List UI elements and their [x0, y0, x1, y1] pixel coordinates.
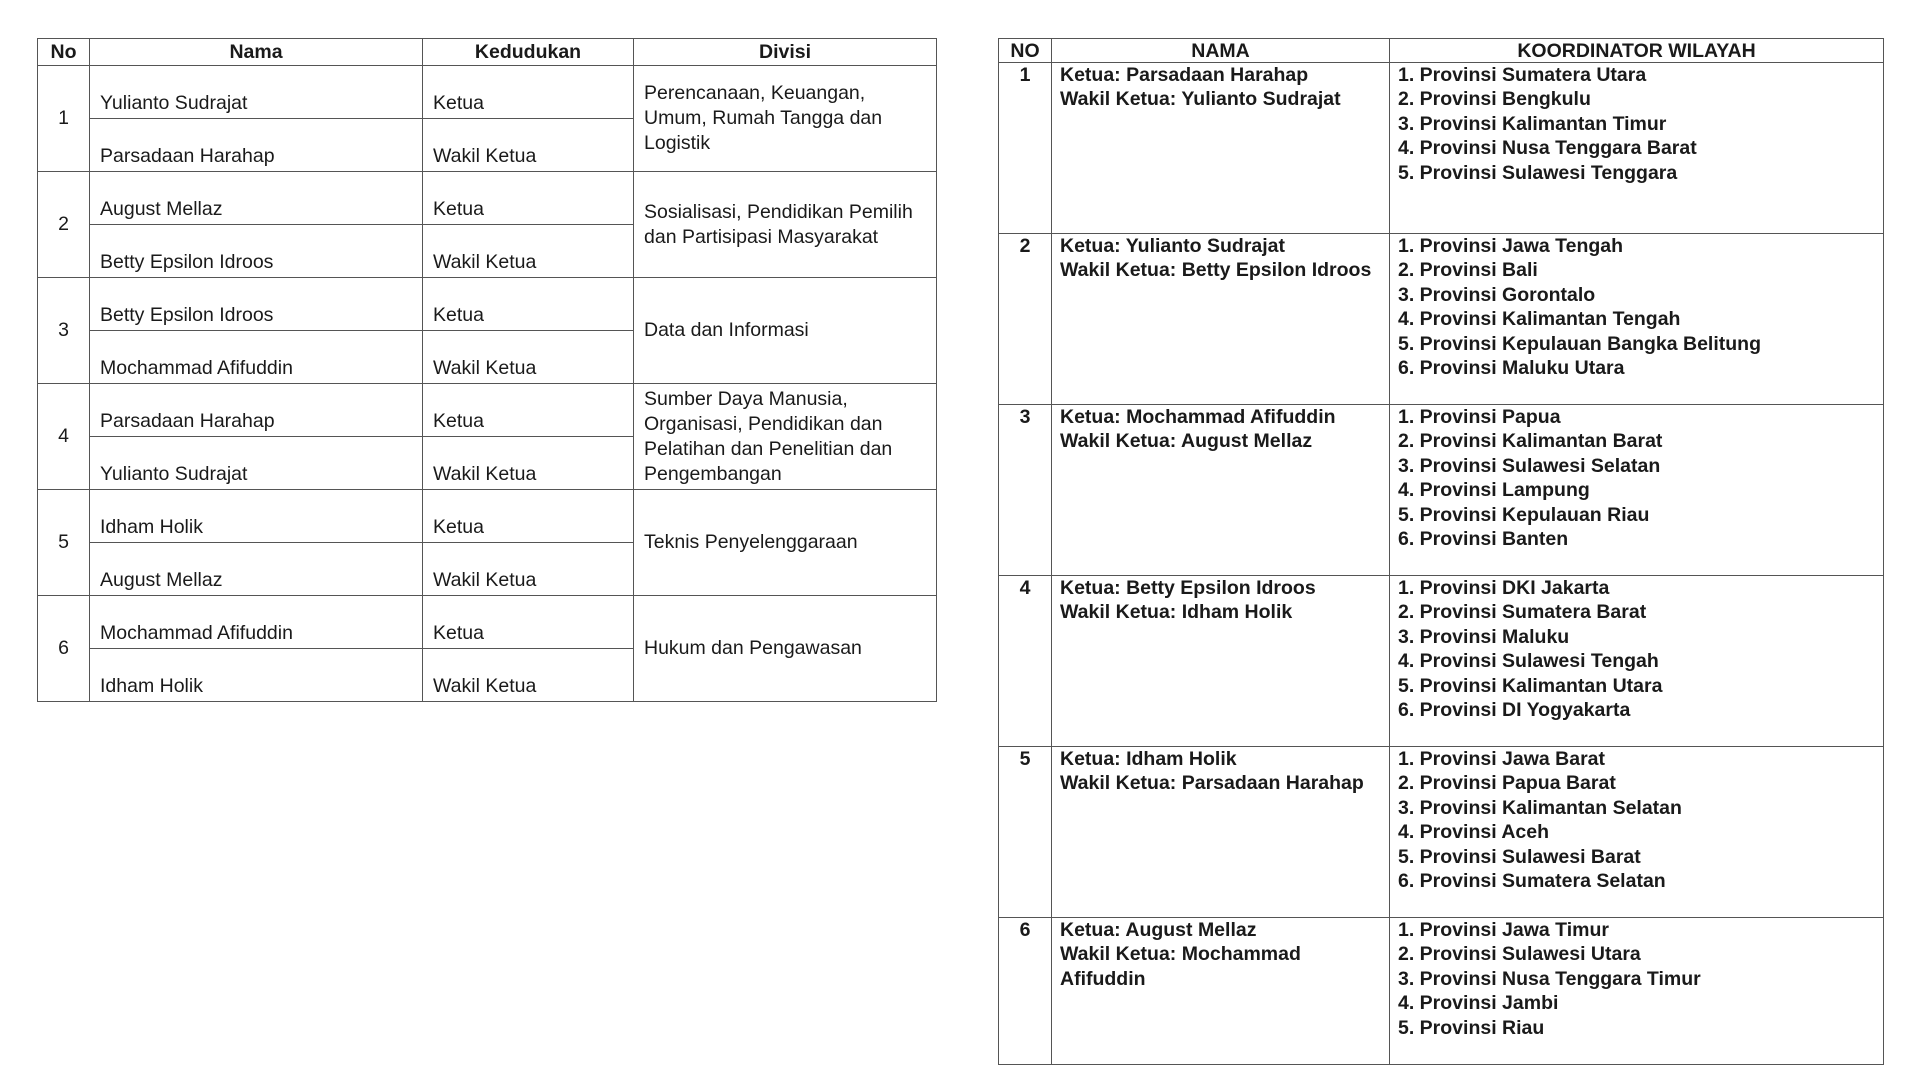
province-item: 1. Provinsi Papua — [1398, 406, 1561, 428]
row-number: 5 — [999, 747, 1052, 918]
province-item: 3. Provinsi Kalimantan Timur — [1398, 112, 1667, 135]
table-row — [38, 172, 937, 225]
coordinator-names — [1052, 747, 1390, 918]
province-item: 3. Provinsi Gorontalo — [1398, 283, 1596, 306]
member-name: Parsadaan Harahap — [90, 384, 423, 437]
province-item: 5. Provinsi Kalimantan Utara — [1398, 674, 1663, 697]
member-name: Mochammad Afifuddin — [90, 331, 423, 384]
province-item: 2. Provinsi Sumatera Barat — [1398, 601, 1647, 624]
province-item: 4. Provinsi Nusa Tenggara Barat — [1398, 137, 1697, 160]
member-position: Wakil Ketua — [423, 119, 634, 172]
province-item: 1. Provinsi Jawa Barat — [1398, 748, 1606, 770]
province-list — [1390, 234, 1884, 405]
member-position: Ketua — [423, 384, 634, 437]
table-row — [38, 490, 937, 543]
member-name: Betty Epsilon Idroos — [90, 278, 423, 331]
row-number: 4 — [38, 384, 90, 490]
province-list — [1390, 918, 1884, 1065]
row-number: 6 — [38, 596, 90, 702]
division-name: Data dan Informasi — [634, 278, 937, 384]
row-number: 1 — [38, 66, 90, 172]
row-number: 6 — [999, 918, 1052, 1065]
province-item: 1. Provinsi DKI Jakarta — [1398, 577, 1610, 599]
header-divisi: Divisi — [634, 39, 937, 66]
province-item: 6. Provinsi DI Yogyakarta — [1398, 699, 1631, 722]
province-item: 3. Provinsi Maluku — [1398, 625, 1570, 648]
member-position: Ketua — [423, 596, 634, 649]
member-position: Ketua — [423, 278, 634, 331]
table-row — [38, 278, 937, 331]
member-name: Mochammad Afifuddin — [90, 596, 423, 649]
province-item: 2. Provinsi Bengkulu — [1398, 88, 1591, 111]
division-name: Perencanaan, Keuangan, Umum, Rumah Tangga dan Logistik — [634, 66, 937, 172]
wakil-ketua-name: Wakil Ketua: Idham Holik — [1060, 601, 1293, 624]
province-item: 4. Provinsi Aceh — [1398, 821, 1550, 844]
member-position: Wakil Ketua — [423, 225, 634, 278]
wakil-ketua-name: Wakil Ketua: Mochammad Afifuddin — [1060, 943, 1301, 990]
province-item: 2. Provinsi Bali — [1398, 259, 1538, 282]
table-row — [999, 63, 1884, 234]
member-name: August Mellaz — [90, 543, 423, 596]
coordinator-names — [1052, 576, 1390, 747]
regional-coordinator-table — [998, 38, 1884, 1065]
member-name: Yulianto Sudrajat — [90, 66, 423, 119]
ketua-name: Ketua: Yulianto Sudrajat — [1060, 235, 1286, 257]
coordinator-names — [1052, 234, 1390, 405]
member-position: Wakil Ketua — [423, 543, 634, 596]
province-list — [1390, 63, 1884, 234]
header-kedudukan: Kedudukan — [423, 39, 634, 66]
province-item: 2. Provinsi Kalimantan Barat — [1398, 430, 1663, 453]
province-item: 1. Provinsi Jawa Timur — [1398, 919, 1609, 941]
province-item: 2. Provinsi Papua Barat — [1398, 772, 1616, 795]
member-position: Ketua — [423, 172, 634, 225]
table-row — [38, 596, 937, 649]
header-nama: NAMA — [1052, 39, 1390, 63]
member-name: August Mellaz — [90, 172, 423, 225]
division-name: Sumber Daya Manusia, Organisasi, Pendidikan dan Pelatihan dan Penelitian dan Pengembangan — [634, 384, 937, 490]
ketua-name: Ketua: August Mellaz — [1060, 919, 1257, 941]
province-item: 5. Provinsi Kepulauan Bangka Belitung — [1398, 332, 1761, 355]
wakil-ketua-name: Wakil Ketua: Yulianto Sudrajat — [1060, 88, 1341, 111]
province-item: 1. Provinsi Jawa Tengah — [1398, 235, 1624, 257]
division-table-header-row — [38, 39, 937, 66]
province-item: 5. Provinsi Riau — [1398, 1016, 1545, 1039]
table-row — [999, 576, 1884, 747]
coordinator-names — [1052, 63, 1390, 234]
row-number: 1 — [999, 63, 1052, 234]
table-row — [38, 384, 937, 437]
row-number: 3 — [38, 278, 90, 384]
province-list — [1390, 747, 1884, 918]
ketua-name: Ketua: Parsadaan Harahap — [1060, 64, 1309, 86]
table-row — [999, 747, 1884, 918]
table-row — [999, 918, 1884, 1065]
header-no: NO — [999, 39, 1052, 63]
division-table — [37, 38, 937, 702]
member-position: Wakil Ketua — [423, 437, 634, 490]
table-row — [38, 66, 937, 119]
ketua-name: Ketua: Betty Epsilon Idroos — [1060, 577, 1316, 599]
province-item: 5. Provinsi Sulawesi Barat — [1398, 845, 1641, 868]
province-item: 4. Provinsi Sulawesi Tengah — [1398, 650, 1659, 673]
wakil-ketua-name: Wakil Ketua: Parsadaan Harahap — [1060, 772, 1364, 795]
division-name: Sosialisasi, Pendidikan Pemilih dan Partisipasi Masyarakat — [634, 172, 937, 278]
wakil-ketua-name: Wakil Ketua: August Mellaz — [1060, 430, 1313, 453]
member-position: Wakil Ketua — [423, 649, 634, 702]
member-position: Wakil Ketua — [423, 331, 634, 384]
header-koordinator-wilayah: KOORDINATOR WILAYAH — [1390, 39, 1884, 63]
province-item: 4. Provinsi Lampung — [1398, 479, 1590, 502]
province-item: 6. Provinsi Maluku Utara — [1398, 357, 1625, 380]
province-item: 1. Provinsi Sumatera Utara — [1398, 64, 1647, 86]
province-item: 3. Provinsi Sulawesi Selatan — [1398, 454, 1661, 477]
member-position: Ketua — [423, 490, 634, 543]
ketua-name: Ketua: Mochammad Afifuddin — [1060, 406, 1336, 428]
province-item: 4. Provinsi Jambi — [1398, 992, 1559, 1015]
header-no: No — [38, 39, 90, 66]
province-list — [1390, 405, 1884, 576]
province-item: 6. Provinsi Sumatera Selatan — [1398, 870, 1666, 893]
province-item: 3. Provinsi Nusa Tenggara Timur — [1398, 967, 1701, 990]
province-item: 6. Provinsi Banten — [1398, 528, 1569, 551]
coordinator-names — [1052, 405, 1390, 576]
row-number: 2 — [38, 172, 90, 278]
member-name: Parsadaan Harahap — [90, 119, 423, 172]
province-item: 4. Provinsi Kalimantan Tengah — [1398, 308, 1681, 331]
member-name: Idham Holik — [90, 649, 423, 702]
member-position: Ketua — [423, 66, 634, 119]
ketua-name: Ketua: Idham Holik — [1060, 748, 1237, 770]
member-name: Betty Epsilon Idroos — [90, 225, 423, 278]
table-row — [999, 234, 1884, 405]
table-row — [999, 405, 1884, 576]
province-item: 5. Provinsi Kepulauan Riau — [1398, 503, 1650, 526]
wakil-ketua-name: Wakil Ketua: Betty Epsilon Idroos — [1060, 259, 1372, 282]
province-item: 2. Provinsi Sulawesi Utara — [1398, 943, 1641, 966]
division-name: Teknis Penyelenggaraan — [634, 490, 937, 596]
province-item: 3. Provinsi Kalimantan Selatan — [1398, 796, 1682, 819]
coordinator-names — [1052, 918, 1390, 1065]
row-number: 4 — [999, 576, 1052, 747]
row-number: 5 — [38, 490, 90, 596]
province-item: 5. Provinsi Sulawesi Tenggara — [1398, 161, 1678, 184]
regional-table-header-row — [999, 39, 1884, 63]
row-number: 2 — [999, 234, 1052, 405]
province-list — [1390, 576, 1884, 747]
division-name: Hukum dan Pengawasan — [634, 596, 937, 702]
member-name: Yulianto Sudrajat — [90, 437, 423, 490]
member-name: Idham Holik — [90, 490, 423, 543]
header-nama: Nama — [90, 39, 423, 66]
row-number: 3 — [999, 405, 1052, 576]
